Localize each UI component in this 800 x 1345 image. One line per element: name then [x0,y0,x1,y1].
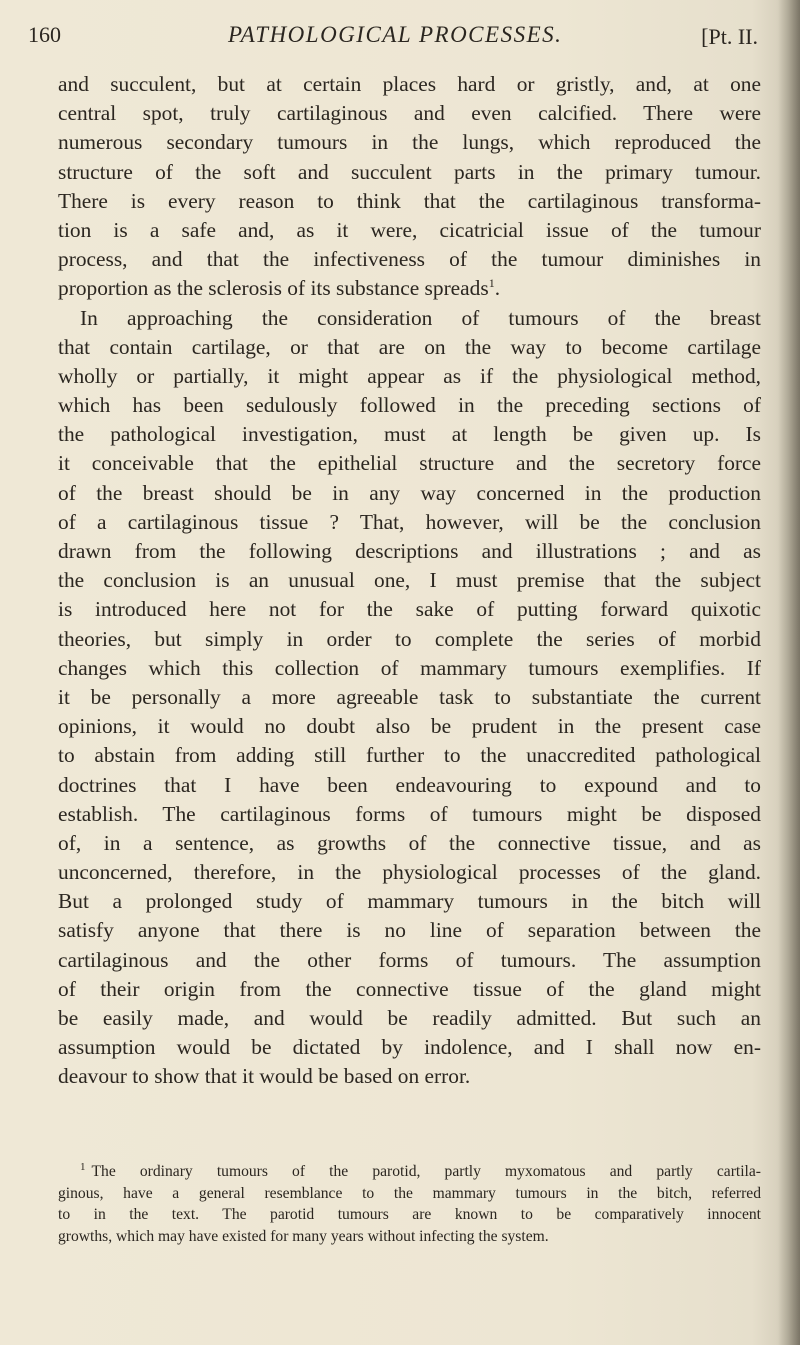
text-line: that contain cartilage, or that are on the way to become cartilage [58,334,761,359]
text-line: of, in a sentence, as growths of the connective tissue, and as [58,830,761,855]
text-line: deavour to show that it would be based on error. [58,1064,471,1089]
text-line: wholly or partially, it might appear as if the physiological method, [58,363,761,388]
text-line: of the breast should be in any way concerned in the production [58,480,761,505]
footnote-line: growths, which may have existed for many years without infecting the system. [58,1227,549,1245]
text-line: assumption would be dictated by indolence, and I shall now en- [58,1035,761,1060]
text-line: cartilaginous and the other forms of tumours. The assumption [58,947,761,972]
text-line-with-footnote-ref: proportion as the sclerosis of its substance spreads$^1$. [58,276,501,301]
text-line: changes which this collection of mammary tumours exemplifies. If [58,655,761,680]
text-line: central spot, truly cartilaginous and even calcified. There were [58,101,761,126]
text-line: opinions, it would no doubt also be prudent in the present case [58,714,761,739]
text-line: There is every reason to think that the cartilaginous transforma- [58,188,761,213]
text-line-content: proportion as the sclerosis of its substance spreads [58,276,489,301]
footnote-reference: 1 [488,276,495,291]
text-line: numerous secondary tumours in the lungs, which reproduced the [58,130,761,155]
text-line: is introduced here not for the sake of putting forward quixotic [58,597,761,622]
footnote-line-text: The ordinary tumours of the parotid, partly myxomatous and partly cartila- [91,1163,761,1180]
text-line: doctrines that I have been endeavouring to expound and to [58,772,761,797]
text-line: be easily made, and would be readily admitted. But such an [58,1006,761,1030]
text-line: theories, but simply in order to complete the series of morbid [58,626,761,651]
text-line: structure of the soft and succulent parts in the primary tumour. [58,159,761,184]
text-line: to abstain from adding still further to the unaccredited pathological [58,743,761,768]
page-header [28,22,768,56]
footnote-line: to in the text. The parotid tumours are known to be comparatively innocent [58,1206,761,1223]
paragraph-start-line: In approaching the consideration of tumours of the breast [80,305,761,330]
page-edge-shadow [778,0,800,1345]
footnote-marker: 1 [80,1160,86,1173]
footnote-line [58,1161,761,1183]
footnote-line: ginous, have a general resemblance to the mammary tumours in the bitch, referred [58,1184,761,1202]
text-line: tion is a safe and, as it were, cicatricial issue of the tumour [58,217,761,242]
text-line: the conclusion is an unusual one, I must premise that the subject [58,568,761,593]
text-line: drawn from the following descriptions and illustrations ; and as [58,539,761,563]
text-line: which has been sedulously followed in the preceding sections of [58,393,761,418]
text-line: it conceivable that the epithelial structure and the secretory force [58,451,761,476]
page-number: 160 [28,22,61,47]
text-line: and succulent, but at certain places hard or gristly, and, at one [58,72,761,96]
body-text [58,70,761,1092]
text-line: it be personally a more agreeable task to substantiate the current [58,684,761,709]
text-line: But a prolonged study of mammary tumours in the bitch will [58,889,761,914]
part-label: [Pt. II. [701,24,758,49]
text-line: unconcerned, therefore, in the physiological processes of the gland. [58,860,761,885]
running-title: PATHOLOGICAL PROCESSES. [228,22,563,47]
text-line: process, and that the infectiveness of the tumour diminishes in [58,247,761,272]
text-line: satisfy anyone that there is no line of separation between the [58,918,761,943]
text-line: the pathological investigation, must at length be given up. Is [58,422,761,447]
text-line: of a cartilaginous tissue ? That, however, will be the conclusion [58,509,761,534]
text-line: establish. The cartilaginous forms of tumours might be disposed [58,801,761,826]
text-line: of their origin from the connective tissue of the gland might [58,976,761,1001]
footnote [58,1161,761,1247]
